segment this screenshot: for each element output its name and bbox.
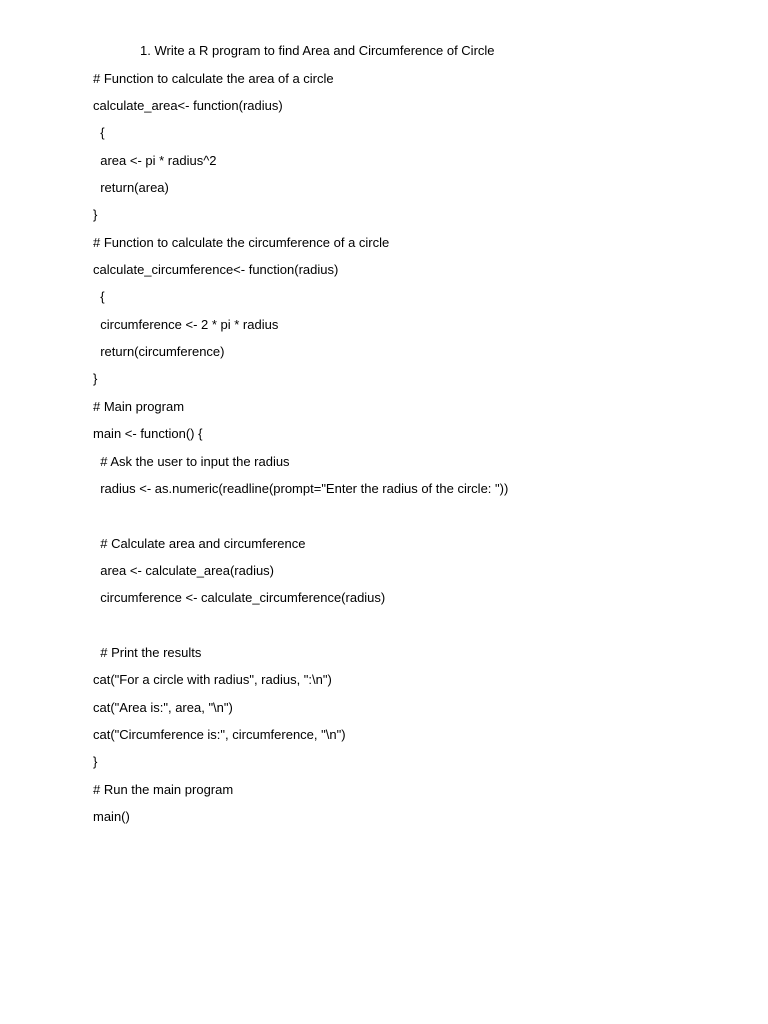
code-line: # Calculate area and circumference: [93, 536, 306, 551]
code-line: circumference <- 2 * pi * radius: [93, 317, 279, 332]
code-line: main <- function() {: [93, 426, 203, 441]
code-line: return(circumference): [93, 344, 225, 359]
code-line: }: [93, 754, 98, 769]
code-line: cat("Area is:", area, "\n"): [93, 700, 233, 715]
code-line: calculate_circumference<- function(radius): [93, 262, 339, 277]
code-line: radius <- as.numeric(readline(prompt="Enter the radius of the circle: ")): [93, 481, 509, 496]
code-line: # Ask the user to input the radius: [93, 454, 290, 469]
code-line: calculate_area<- function(radius): [93, 98, 283, 113]
code-line: main(): [93, 809, 130, 824]
code-line: cat("Circumference is:", circumference, "\n"): [93, 727, 346, 742]
code-line: return(area): [93, 180, 169, 195]
code-line: # Run the main program: [93, 782, 234, 797]
code-line: }: [93, 371, 98, 386]
code-line: circumference <- calculate_circumference(radius): [93, 590, 386, 605]
code-line: # Print the results: [93, 645, 202, 660]
code-line: # Main program: [93, 399, 185, 414]
code-line: {: [93, 289, 105, 304]
code-line: # Function to calculate the circumference of a circle: [93, 235, 390, 250]
code-line: }: [93, 207, 98, 222]
document-heading: 1. Write a R program to find Area and Circumference of Circle: [140, 43, 495, 58]
code-line: cat("For a circle with radius", radius, ":\n"): [93, 672, 332, 687]
code-line: area <- calculate_area(radius): [93, 563, 275, 578]
code-line: # Function to calculate the area of a circle: [93, 71, 334, 86]
code-line: area <- pi * radius^2: [93, 153, 217, 168]
code-line: {: [93, 125, 105, 140]
